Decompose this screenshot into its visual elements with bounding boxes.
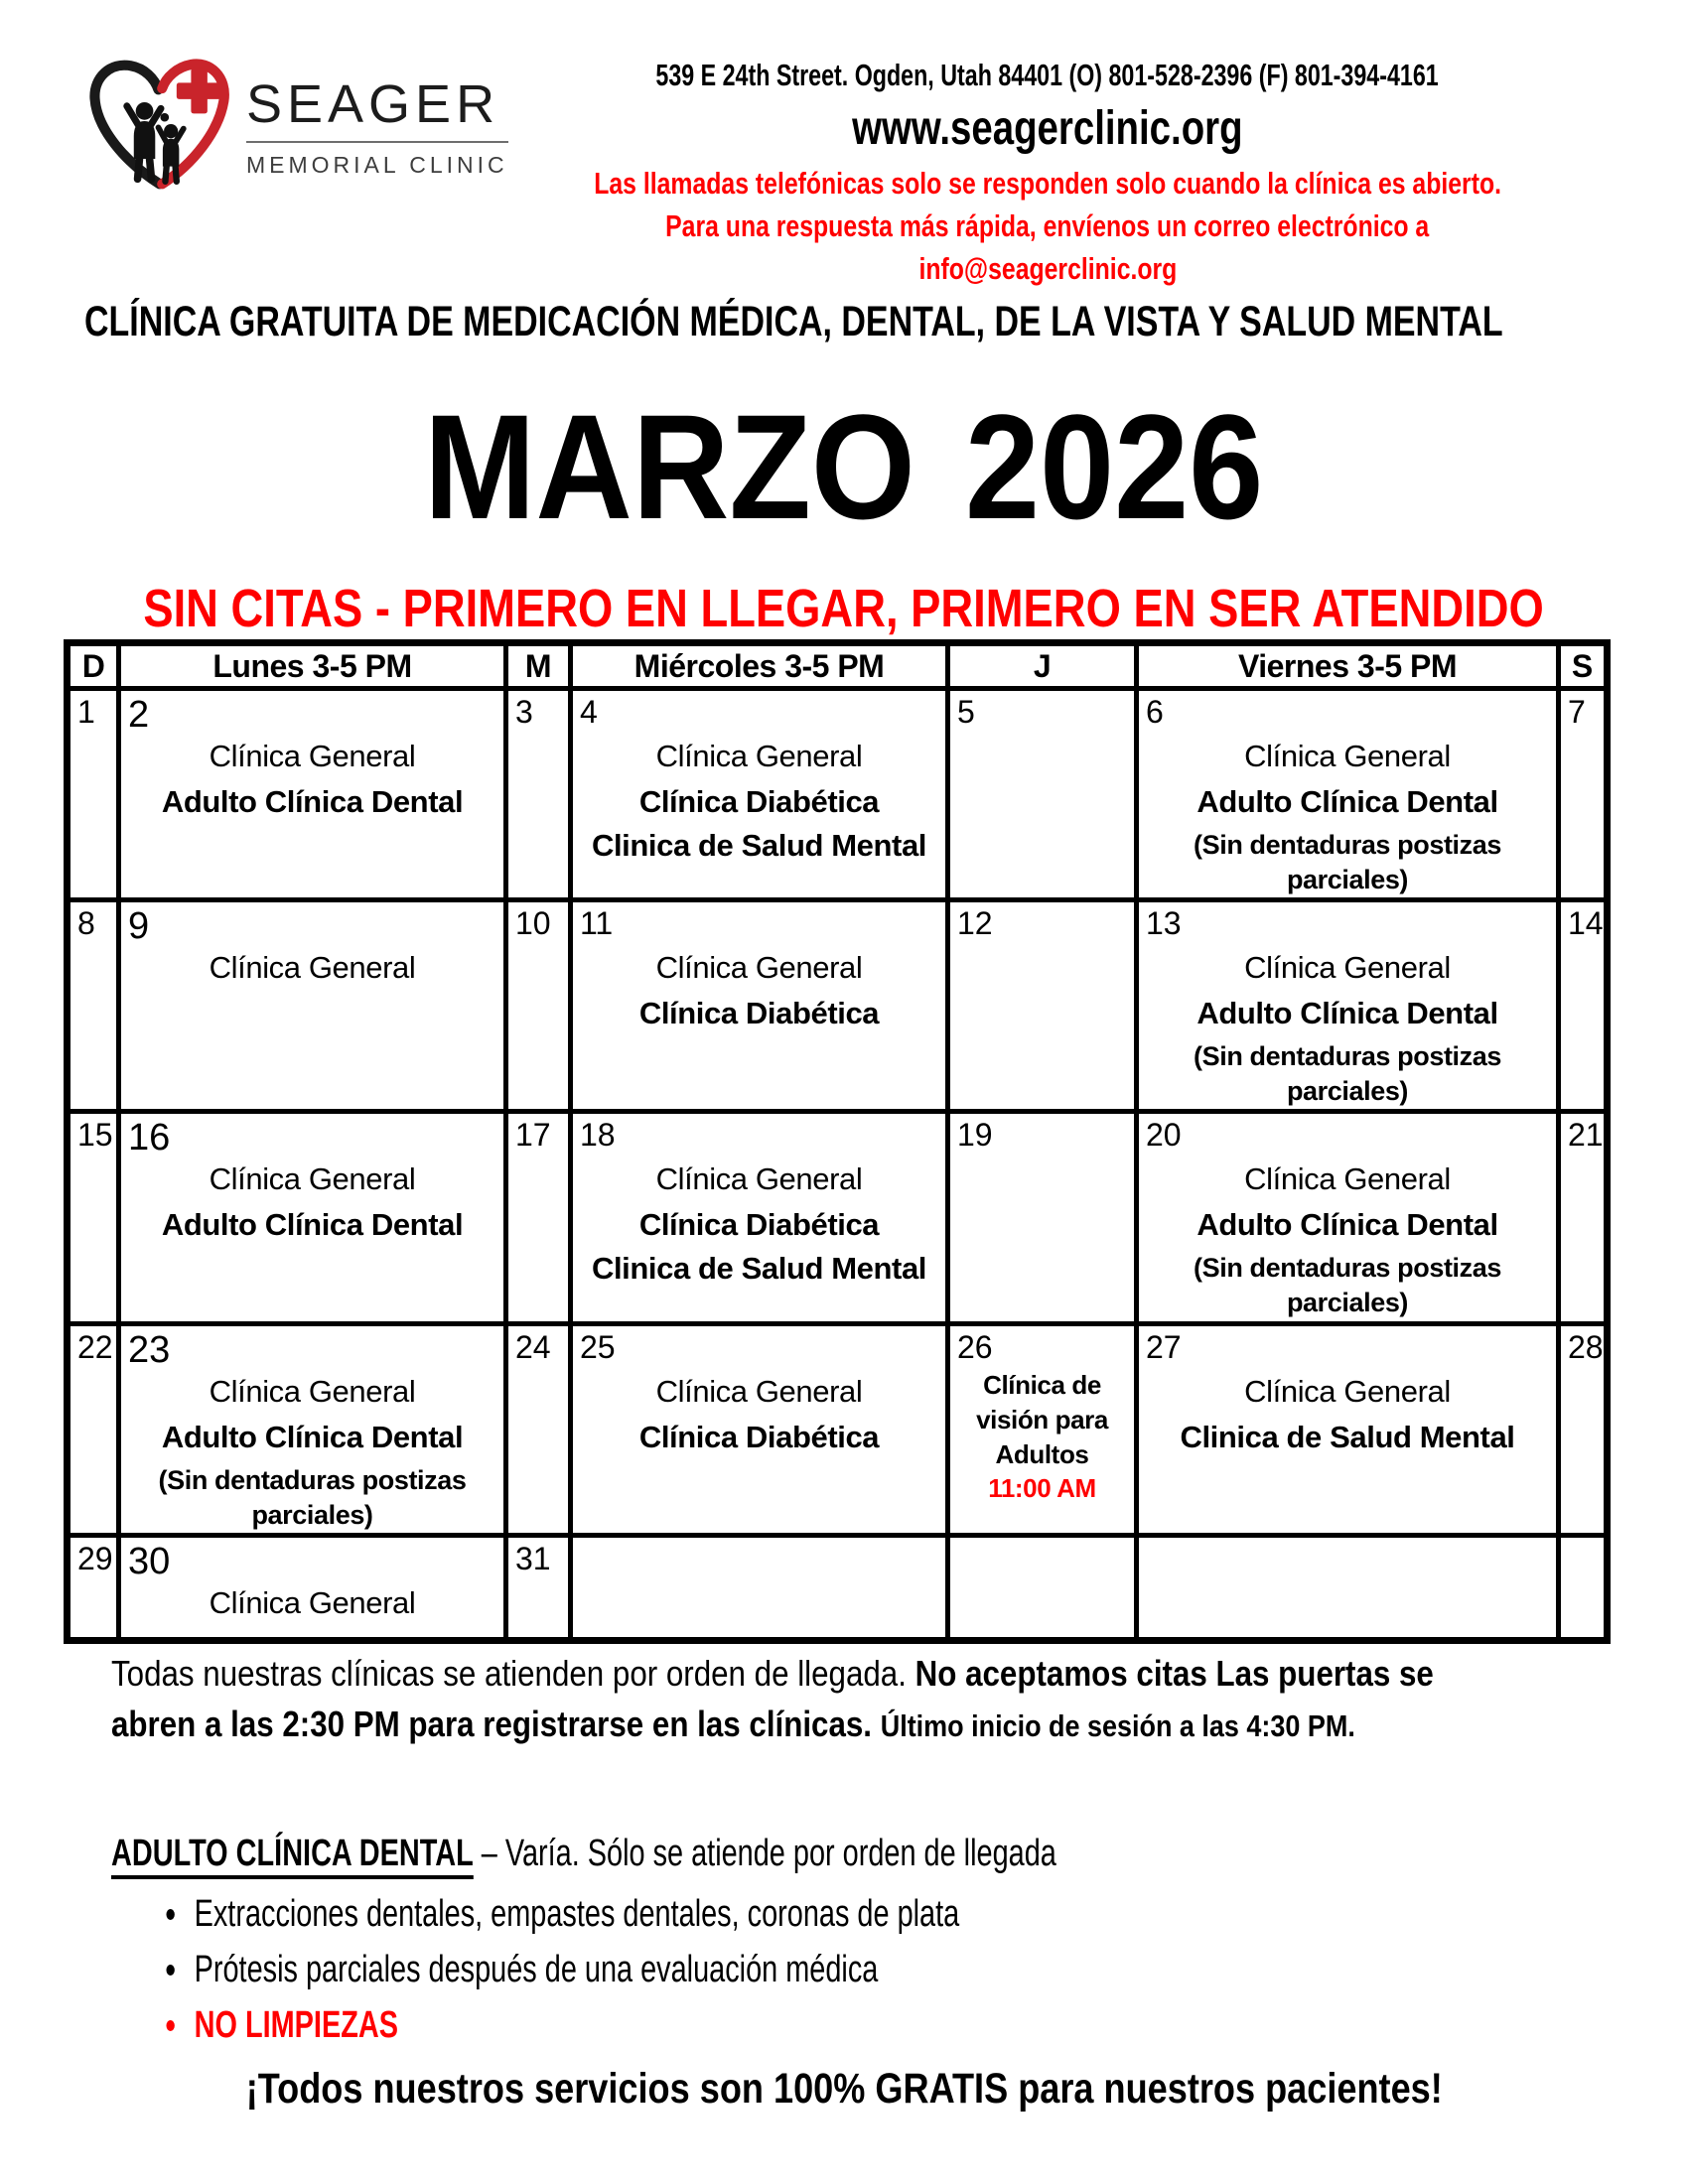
calendar-day-cell — [950, 1538, 1134, 1637]
clinic-event: Clínica General — [655, 1373, 863, 1409]
calendar-day-cell — [950, 1326, 1134, 1533]
day-number: 3 — [515, 694, 533, 730]
calendar-column-header-sunday: D — [70, 646, 116, 686]
day-number: 29 — [77, 1540, 113, 1576]
calendar-day-cell — [508, 1114, 568, 1320]
clinic-event: Clínica General — [209, 950, 416, 986]
calendar-day-cell — [1139, 1538, 1556, 1637]
dental-section-subtitle: – Varía. Sólo se atiende por orden de llegada — [473, 1833, 1056, 1874]
day-events — [1139, 1374, 1556, 1455]
dental-service-item: • Extracciones dentales, empastes dentales, coronas de plata — [189, 1893, 1364, 1936]
day-number: 4 — [580, 694, 598, 730]
calendar-day-cell — [1561, 1114, 1604, 1320]
calendar-day-cell — [1561, 1326, 1604, 1533]
calendar-body — [70, 691, 1604, 1637]
calendar-day-cell — [950, 1114, 1134, 1320]
month-title: MARZO 2026 — [424, 383, 1264, 550]
day-number: 26 — [957, 1328, 993, 1365]
day-events — [573, 950, 945, 1031]
clinic-event: (Sin dentaduras postizas parciales) — [1194, 1253, 1501, 1318]
clinic-event: Adulto Clínica Dental — [1196, 1207, 1498, 1243]
day-number: 27 — [1146, 1328, 1182, 1365]
clinic-event: Clinica de Salud Mental — [591, 1251, 927, 1287]
day-number: 31 — [515, 1540, 551, 1576]
clinic-event: Clínica Diabética — [638, 1207, 880, 1243]
arrival-note-regular: Todas nuestras clínicas se atienden por orden de llegada. — [111, 1653, 915, 1694]
day-number: 30 — [128, 1540, 171, 1582]
header-contact-block — [427, 58, 1668, 287]
day-number: 8 — [77, 905, 95, 942]
clinic-event: Clínica General — [1244, 1161, 1451, 1197]
day-number — [573, 1538, 945, 1579]
calendar-day-cell — [573, 691, 945, 897]
clinic-event: Clínica General — [655, 950, 863, 986]
clinic-event: (Sin dentaduras postizas parciales) — [158, 1464, 467, 1530]
clinic-event: (Sin dentaduras postizas parciales) — [1194, 830, 1501, 895]
day-number: 14 — [1568, 905, 1604, 942]
day-number — [1561, 1538, 1604, 1579]
day-number — [950, 1538, 1134, 1579]
day-number: 7 — [1568, 694, 1586, 730]
day-number: 17 — [515, 1117, 551, 1154]
clinic-event: Clínica Diabética — [638, 784, 880, 819]
calendar-day-cell — [70, 1114, 116, 1320]
clinic-event: Clínica General — [209, 1161, 416, 1197]
day-number: 6 — [1146, 694, 1164, 730]
day-events — [1139, 950, 1556, 1109]
calendar-day-cell — [1139, 691, 1556, 897]
day-number — [1139, 1538, 1556, 1579]
calendar-day-cell — [70, 1326, 116, 1533]
calendar-column-header-saturday: S — [1561, 646, 1604, 686]
day-number: 28 — [1568, 1328, 1604, 1365]
calendar-day-cell — [1139, 1114, 1556, 1320]
day-events — [573, 1374, 945, 1455]
brand-name: SEAGER — [246, 77, 508, 143]
dental-section-title: ADULTO CLÍNICA DENTAL — [111, 1833, 474, 1879]
day-events — [573, 739, 945, 864]
clinic-event: Clínica General — [209, 1373, 416, 1409]
clinic-event: Clinica de Salud Mental — [591, 828, 927, 863]
calendar-day-cell — [1139, 902, 1556, 1109]
day-events — [573, 1161, 945, 1287]
calendar-day-cell — [508, 1326, 568, 1533]
calendar-table — [64, 639, 1611, 1644]
contact-email: info@seagerclinic.org — [918, 251, 1177, 286]
calendar-column-header-tuesday: M — [508, 646, 568, 686]
day-events — [950, 1368, 1134, 1506]
family-figures-icon — [127, 102, 184, 182]
calendar-week-row — [70, 1326, 1604, 1533]
website-url: www.seagerclinic.org — [852, 102, 1243, 155]
dental-services-list — [111, 1893, 1364, 2047]
calendar-day-cell — [950, 902, 1134, 1109]
arrival-note-lastlogin: Último inicio de sesión a las 4:30 PM. — [880, 1708, 1355, 1744]
clinic-event: Clínica General — [1244, 950, 1451, 986]
day-number: 12 — [957, 905, 993, 942]
day-number: 13 — [1146, 905, 1182, 942]
calendar-day-cell — [950, 691, 1134, 897]
dental-service-item-no-cleanings: • NO LIMPIEZAS — [189, 2004, 1364, 2047]
day-number: 11 — [580, 905, 614, 942]
calendar-day-cell — [1139, 1326, 1556, 1533]
day-events — [121, 1374, 503, 1533]
day-number: 9 — [128, 905, 150, 948]
clinic-event: Adulto Clínica Dental — [161, 1207, 464, 1243]
clinic-event: Clínica de visión para Adultos — [976, 1369, 1108, 1469]
calendar-week-row — [70, 902, 1604, 1109]
clinic-event: Clínica General — [1244, 1373, 1451, 1409]
calendar-day-cell — [70, 1538, 116, 1637]
calendar-column-header-wednesday: Miércoles 3-5 PM — [573, 646, 945, 686]
dental-service-item: • Prótesis parciales después de una evaluación médica — [189, 1949, 1364, 1991]
phone-notice-line1: Las llamadas telefónicas solo se responden solo cuando la clínica es abierto. — [594, 166, 1501, 201]
clinic-event: Clínica General — [1244, 739, 1451, 773]
calendar-day-cell — [70, 691, 116, 897]
calendar-day-cell — [121, 1114, 503, 1320]
calendar-header-row — [70, 646, 1604, 686]
dental-section-heading — [111, 1833, 1364, 1875]
calendar-day-cell — [1561, 902, 1604, 1109]
calendar-day-cell — [573, 1538, 945, 1637]
day-events — [121, 739, 503, 820]
clinic-event: Clinica de Salud Mental — [1180, 1419, 1515, 1454]
calendar-week-row — [70, 1538, 1604, 1637]
calendar-day-cell — [121, 902, 503, 1109]
day-number: 24 — [515, 1328, 551, 1365]
brand-subtitle: MEMORIAL CLINIC — [246, 152, 508, 178]
clinic-event: Adulto Clínica Dental — [1196, 996, 1498, 1031]
day-events — [121, 1161, 503, 1243]
calendar-day-cell — [573, 1326, 945, 1533]
day-number: 21 — [1568, 1117, 1604, 1154]
day-number: 1 — [77, 694, 95, 730]
calendar-day-cell — [1561, 691, 1604, 897]
calendar-day-cell — [70, 902, 116, 1109]
calendar-day-cell — [508, 691, 568, 897]
clinic-event: Clínica General — [209, 739, 416, 773]
day-number: 5 — [957, 694, 975, 730]
free-services-banner: ¡Todos nuestros servicios son 100% GRATIS para nuestros pacientes! — [245, 2065, 1443, 2113]
day-number: 2 — [128, 694, 150, 736]
clinic-event: Clínica General — [209, 1584, 416, 1620]
calendar-column-header-monday: Lunes 3-5 PM — [121, 646, 503, 686]
clinic-event: Adulto Clínica Dental — [161, 1419, 464, 1454]
calendar-week-row — [70, 691, 1604, 897]
clinic-event: 11:00 AM — [988, 1472, 1096, 1503]
calendar-column-header-friday: Viernes 3-5 PM — [1139, 646, 1556, 686]
arrival-notes — [111, 1648, 1459, 1749]
day-number: 25 — [580, 1328, 616, 1365]
day-number: 18 — [580, 1117, 616, 1154]
calendar-day-cell — [121, 1326, 503, 1533]
day-events — [121, 950, 503, 986]
calendar-day-cell — [1561, 1538, 1604, 1637]
day-number: 20 — [1146, 1117, 1182, 1154]
clinic-event: Clínica General — [655, 1161, 863, 1197]
clinic-tagline: CLÍNICA GRATUITA DE MEDICACIÓN MÉDICA, DENTAL, DE LA VISTA Y SALUD MENTAL — [84, 298, 1503, 345]
calendar-day-cell — [121, 691, 503, 897]
day-number: 22 — [77, 1328, 113, 1365]
no-appointments-banner: SIN CITAS - PRIMERO EN LLEGAR, PRIMERO EN SER ATENDIDO — [143, 579, 1545, 638]
address-line: 539 E 24th Street. Ogden, Utah 84401 (O) 801-528-2396 (F) 801-394-4161 — [655, 58, 1440, 92]
day-number: 15 — [77, 1117, 113, 1154]
clinic-event: Adulto Clínica Dental — [161, 784, 464, 819]
clinic-event: Clínica General — [655, 739, 863, 773]
calendar-column-header-thursday: J — [950, 646, 1134, 686]
calendar-day-cell — [573, 902, 945, 1109]
clinic-event: (Sin dentaduras postizas parciales) — [1194, 1041, 1501, 1107]
day-number: 16 — [128, 1117, 171, 1160]
clinic-event: Clínica Diabética — [638, 996, 880, 1031]
dental-clinic-section — [111, 1833, 1364, 2060]
calendar-day-cell — [573, 1114, 945, 1320]
calendar-day-cell — [508, 1538, 568, 1637]
day-number: 19 — [957, 1117, 993, 1154]
phone-notice — [427, 166, 1668, 287]
day-events — [1139, 739, 1556, 897]
day-events — [121, 1585, 503, 1621]
calendar-day-cell — [121, 1538, 503, 1637]
calendar-week-row — [70, 1114, 1604, 1320]
clinic-event: Clínica Diabética — [638, 1419, 880, 1454]
clinic-event: Adulto Clínica Dental — [1196, 784, 1498, 819]
day-events — [1139, 1161, 1556, 1320]
heart-logo-icon — [85, 46, 236, 197]
phone-notice-line2: Para una respuesta más rápida, envíenos un correo electrónico a — [665, 208, 1430, 243]
day-number: 10 — [515, 905, 551, 942]
day-number: 23 — [128, 1328, 171, 1371]
calendar-day-cell — [508, 902, 568, 1109]
arrival-note-bold: No aceptamos citas Las puertas se abren a las 2:30 PM para registrarse en las clínicas. — [111, 1653, 1434, 1745]
